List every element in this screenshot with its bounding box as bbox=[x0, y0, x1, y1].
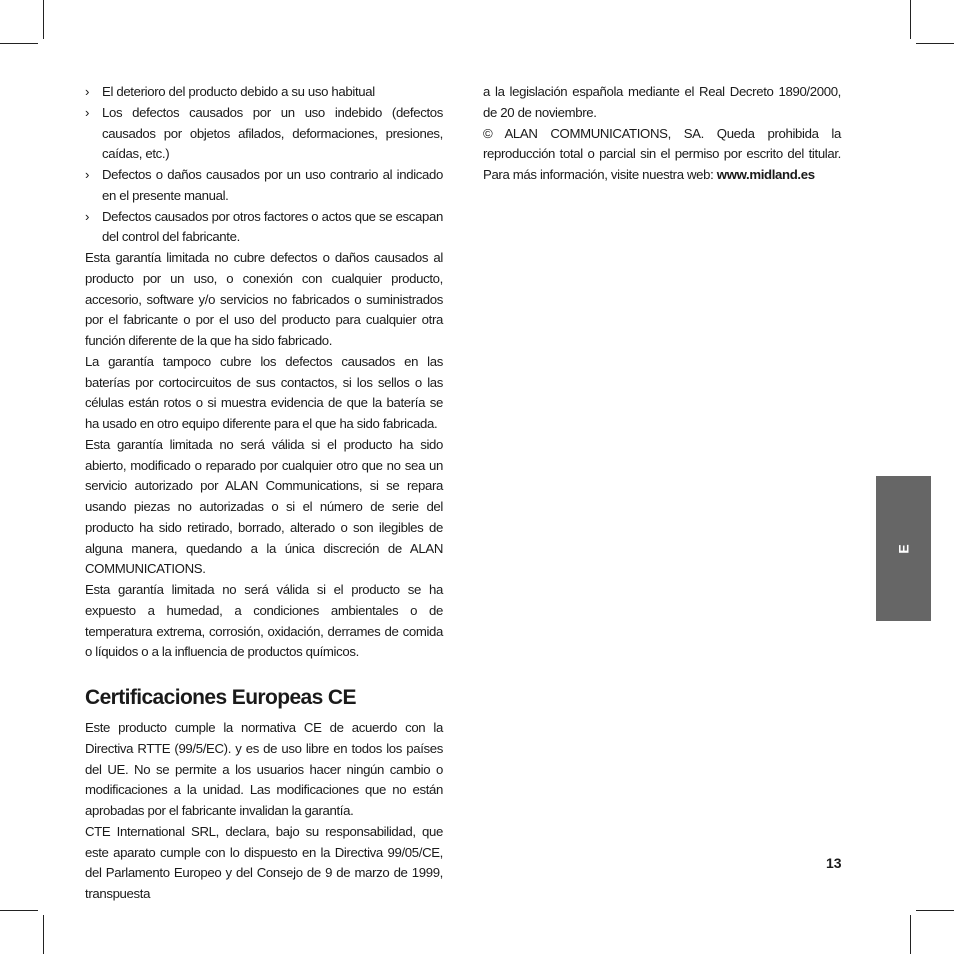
body-paragraph: Este producto cumple la normativa CE de acuerdo con la Directiva RTTE (99/5/EC). y es de uso libre en todos los países del UE. No se permite a los usuarios hacer ningún cambio o modificaciones a la unidad. Las modificaciones que no están aprobadas por el fabricante invalidan la garantía. bbox=[85, 720, 443, 818]
crop-mark bbox=[43, 0, 44, 39]
body-paragraph: Esta garantía limitada no será válida si el producto se ha expuesto a humedad, a condiciones ambientales o de temperatura extrema, corrosión, oxidación, derrames de comida o líquidos o a la influencia de productos químicos. bbox=[85, 582, 443, 660]
bullet-marker: › bbox=[85, 84, 90, 99]
website-link[interactable]: www.midland.es bbox=[716, 167, 815, 182]
crop-mark bbox=[916, 43, 954, 44]
body-paragraph: CTE International SRL, declara, bajo su responsabilidad, que este aparato cumple con lo dispuesto en la Directiva 99/05/CE, del Parlamento Europeo y del Consejo de 9 de marzo de 1999, transpuesta bbox=[85, 823, 443, 901]
left-column bbox=[85, 82, 443, 905]
body-paragraph: Esta garantía limitada no será válida si el producto ha sido abierto, modificado o reparado por cualquier otro que no sea un servicio autorizado por ALAN Communications, si se repara usando piezas no autorizadas o si el número de serie del producto ha sido retirado, borrado, alterado o son ilegibles de alguna manera, quedando a la única discreción de ALAN COMMUNICATIONS. bbox=[85, 436, 443, 577]
list-item-text: Defectos causados por otros factores o actos que se escapan del control del fabricante. bbox=[102, 208, 443, 245]
section-heading: Certificaciones Europeas CE bbox=[85, 686, 356, 709]
list-item bbox=[85, 103, 443, 165]
list-item-text: Defectos o daños causados por un uso contrario al indicado en el presente manual. bbox=[102, 167, 443, 203]
crop-mark bbox=[0, 910, 38, 911]
crop-mark bbox=[0, 43, 38, 44]
crop-mark bbox=[916, 910, 954, 911]
list-item-text: Los defectos causados por un uso indebido (defectos causados por objetos afilados, deformaciones, presiones, caídas, etc.) bbox=[102, 104, 443, 162]
copyright-paragraph bbox=[483, 124, 841, 186]
warranty-exclusions-list bbox=[85, 82, 443, 248]
page-number: 13 bbox=[826, 855, 842, 871]
list-item bbox=[85, 207, 443, 249]
bullet-marker: › bbox=[85, 104, 90, 120]
bullet-marker: › bbox=[85, 167, 90, 182]
crop-mark bbox=[43, 915, 44, 954]
body-paragraph: Esta garantía limitada no cubre defectos o daños causados al producto por un uso, o conexión con cualquier producto, accesorio, software y/o servicios no fabricados o suministrados por el fabricante o por el uso del producto para cualquier otra función diferente de la que ha sido fabricado. bbox=[85, 250, 443, 348]
language-tab-label: E bbox=[895, 543, 912, 554]
list-item bbox=[85, 165, 443, 207]
list-item bbox=[85, 82, 443, 103]
body-paragraph: La garantía tampoco cubre los defectos causados en las baterías por cortocircuitos de sus contactos, si los sellos o las células están rotos o si muestra evidencia de que la batería se ha usado en otro equipo diferente para el que ha sido fabricada. bbox=[85, 353, 443, 431]
body-paragraph: a la legislación española mediante el Real Decreto 1890/2000, de 20 de noviembre. bbox=[483, 84, 841, 120]
bullet-marker: › bbox=[85, 208, 90, 224]
right-column bbox=[483, 82, 841, 186]
crop-mark bbox=[910, 915, 911, 954]
crop-mark bbox=[910, 0, 911, 39]
list-item-text: El deterioro del producto debido a su uso habitual bbox=[102, 84, 375, 99]
copyright-text: © ALAN COMMUNICATIONS, SA. Queda prohibida la reproducción total o parcial sin el permiso por escrito del titular. Para más información, visite nuestra web: bbox=[483, 125, 841, 182]
language-tab bbox=[876, 476, 931, 621]
